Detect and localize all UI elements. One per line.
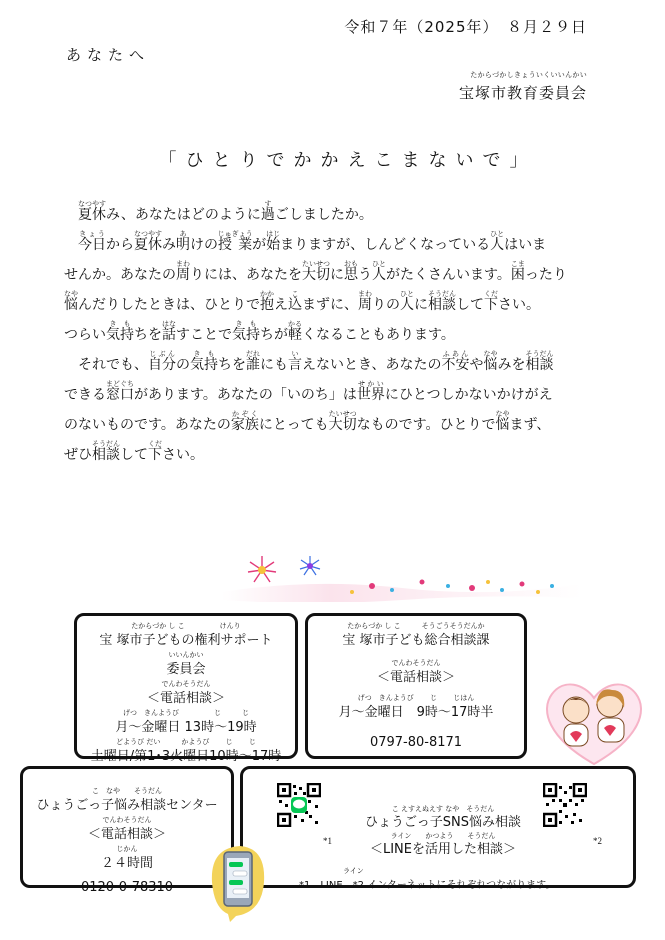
letter-title: 「ひとりでかかえこまないで」: [158, 150, 537, 171]
body-line: 今日きょうから夏休なつやすみ明あけの授 業じゅぎょうが始はじまりますが、しんどくなっている人ひとはいま: [78, 230, 547, 253]
body-line: ぜひ相談そうだんして下ください。: [64, 440, 204, 463]
paragraph-2: [64, 230, 594, 350]
contact-name-block: こ えすえぬえす なや そうだん ひょうごっ子SNS悩み相談 ライン かつよう そうだん ＜LINEを活用した相談＞: [343, 805, 543, 859]
contact-hyogokko-sns: [240, 766, 636, 891]
contact-type: ＜電話相談＞: [87, 827, 166, 842]
letter-body: [64, 200, 594, 470]
contact-type: ＜電話相談＞: [146, 691, 225, 706]
qr-code-icon[interactable]: [543, 783, 587, 827]
date-text: 令和７年（2025年） ８月２９日: [344, 18, 587, 36]
body-line: せんか。あなたの周まわりには、あなたを大切たいせつに思おもう人ひとがたくさんいます。困こまったり: [64, 260, 567, 283]
contact-type: ＜電話相談＞: [376, 670, 455, 685]
body-line: つらい気持きもちを話はなすことで気持きもちが軽かるくなることもあります。: [64, 320, 455, 343]
contact-phone[interactable]: 0797-80-8171: [369, 735, 463, 750]
fireworks-decoration: [222, 554, 582, 602]
contact-kodomo-sogo: たからづか し こ そうごうそうだんか 宝 塚市子ども総合相談課 でんわそうだん ＜電話相談＞ げつ きんようび じ じはん 月～金曜日 9時～17時半 0797-80-8171: [305, 613, 527, 759]
footnote-marker: *2: [593, 836, 602, 846]
contact-name-cont: 委員会: [166, 662, 206, 677]
contact-hours: 月～金曜日 13時～19時: [115, 720, 257, 735]
contact-kodomo-kenri: たからづか し こ けんり 宝 塚市子どもの権利サポート いいんかい 委員会 でんわそうだん ＜電話相談＞ げつ きんようび じ じ 月～金曜日 13時～19時 どようび だい かようび じ じ 土曜日/第1･3火曜日10時～17時: [74, 613, 298, 759]
contact-hours: ２４時間: [100, 856, 153, 871]
footnote-marker: *1: [323, 836, 332, 846]
contact-type: ＜LINEを活用した相談＞: [369, 842, 516, 857]
body-line: それでも、自分じぶんの気持きもちを誰だれにも言いえないとき、あなたの不安ふあんや悩なやみを相談そうだん: [78, 350, 554, 373]
footnote: ライン *1 LINE *2 インターネットにそれぞれつながります。: [299, 867, 556, 891]
contact-hyogokko-nayami: こ なや そうだん ひょうごっ子悩み相談センター でんわそうだん ＜電話相談＞ じかん ２４時間 0120-0-78310: [20, 766, 234, 888]
body-line: できる窓口まどぐちがあります。あなたの「いのち」は世界せかいにひとつしかないかけがえ: [64, 380, 553, 403]
sender: 宝塚市教育委員会: [458, 84, 587, 102]
contact-name: ひょうごっ子SNS悩み相談: [365, 815, 521, 830]
smartphone-illustration: [206, 842, 268, 922]
contact-phone[interactable]: 0120-0-78310: [80, 880, 174, 895]
sender-ruby: たからづかしきょういくいいんかい: [470, 71, 587, 79]
contact-hours: 月～金曜日 9時～17時半: [338, 705, 494, 720]
contact-name: ひょうごっ子悩み相談センター: [36, 798, 218, 813]
contact-name: 宝 塚市子どもの権利サポート: [99, 633, 273, 648]
body-line: のないものです。あなたの家族かぞくにとっても大切たいせつなものです。ひとりで悩なやまず、: [64, 410, 551, 433]
paragraph-3: [64, 350, 594, 470]
paragraph-1: [64, 200, 594, 230]
contact-name: 宝 塚市子ども総合相談課: [342, 633, 490, 648]
issue-date: [344, 16, 587, 37]
children-illustration: [538, 660, 650, 768]
recipient: あなたへ: [66, 46, 151, 64]
qr-code-icon[interactable]: [277, 783, 321, 827]
contact-hours-weekend: 土曜日/第1･3火曜日10時～17時: [90, 749, 282, 764]
body-line: 悩なやんだりしたときは、ひとりで抱かかえ込こまずに、周まわりの人ひとに相談そうだんして下ください。: [64, 290, 540, 313]
body-line: 夏休なつやすみ、あなたはどのように過すごしましたか。: [78, 200, 373, 223]
